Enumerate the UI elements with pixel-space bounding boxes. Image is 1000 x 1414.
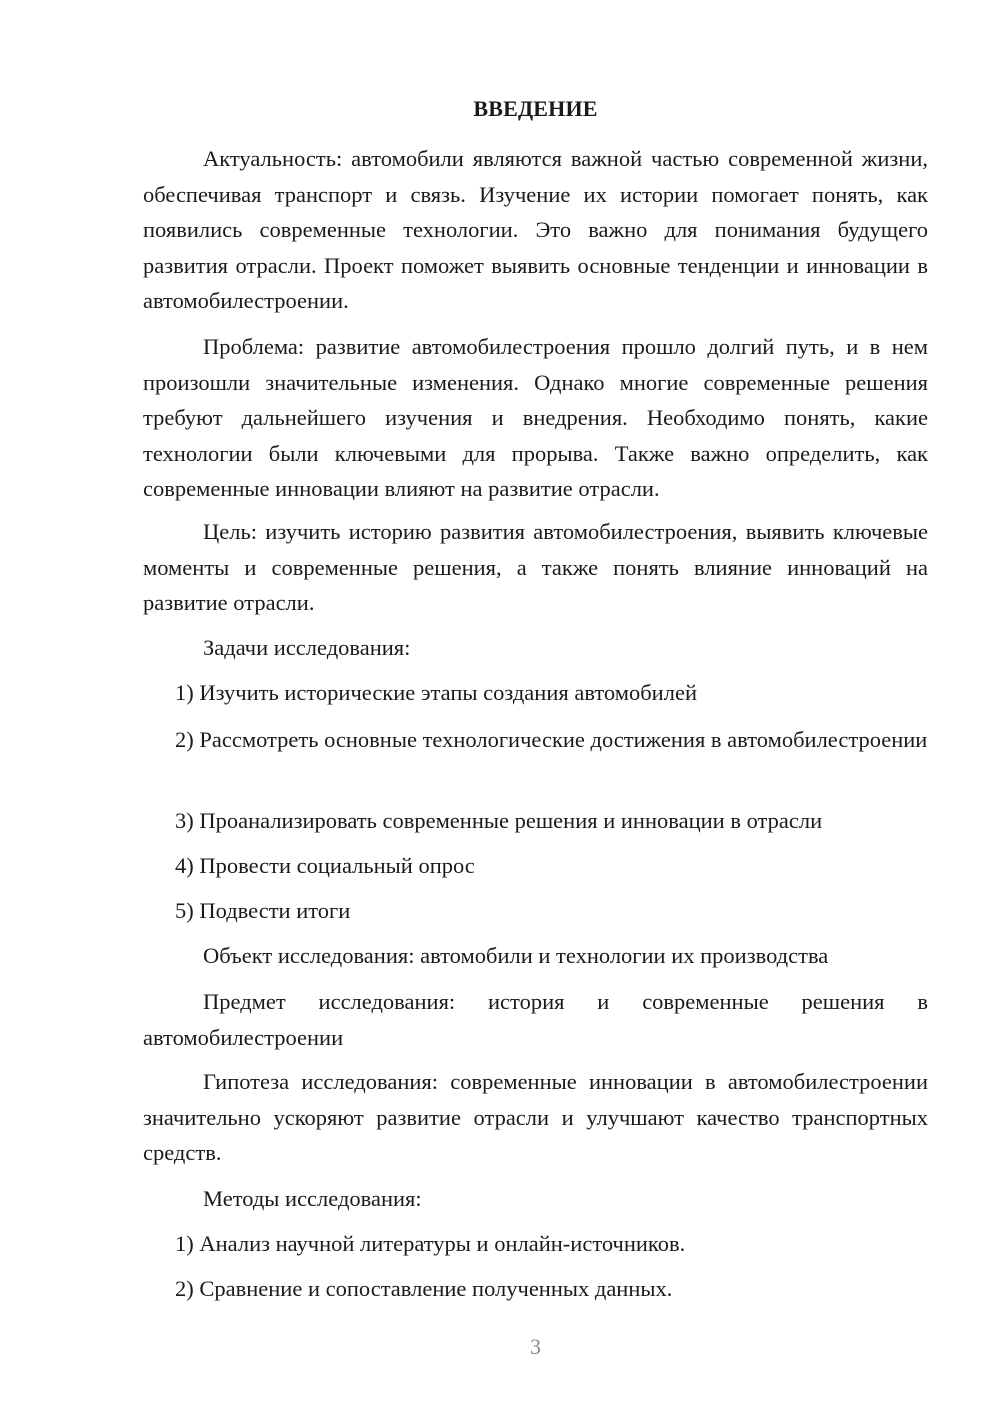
task-item: 5) Подвести итоги <box>175 898 351 923</box>
method-item: 1) Анализ научной литературы и онлайн-источников. <box>175 1231 686 1256</box>
method-item: 2) Сравнение и сопоставление полученных данных. <box>175 1276 673 1301</box>
task-item: 1) Изучить исторические этапы создания автомобилей <box>175 680 697 705</box>
task-item: 4) Провести социальный опрос <box>175 853 475 878</box>
object-paragraph: Объект исследования: автомобили и технологии их производства <box>203 943 829 968</box>
goal-paragraph: Цель: изучить историю развития автомобилестроения, выявить ключевые моменты и современные решения, а также понять влияние инноваций на развитие отрасли. <box>143 519 928 615</box>
task-item: 2) Рассмотреть основные технологические достижения в автомобилестроении <box>175 727 928 752</box>
page-title: ВВЕДЕНИЕ <box>473 96 598 121</box>
problem-paragraph: Проблема: развитие автомобилестроения прошло долгий путь, и в нем произошли значительные изменения. Однако многие современные решения требуют дальнейшего изучения и внедрения. Необходимо понять, какие технологии были ключевыми для прорыва. Также важно определить, как современные инновации влияют на развитие отрасли. <box>143 334 928 501</box>
hypothesis-paragraph: Гипотеза исследования: современные инновации в автомобилестроении значительно ускоряют развитие отрасли и улучшают качество транспортных средств. <box>143 1069 928 1165</box>
relevance-paragraph: Актуальность: автомобили являются важной частью современной жизни, обеспечивая транспорт и связь. Изучение их истории помогает понять, как появились современные технологии. Это важно для понимания будущего развития отрасли. Проект поможет выявить основные тенденции и инновации в автомобилестроении. <box>143 146 928 313</box>
methods-heading: Методы исследования: <box>203 1186 422 1211</box>
tasks-heading: Задачи исследования: <box>203 635 411 660</box>
task-item: 3) Проанализировать современные решения и инновации в отрасли <box>175 808 823 833</box>
page-number: 3 <box>530 1334 541 1359</box>
subject-paragraph: Предмет исследования: история и современные решения в автомобилестроении <box>143 989 928 1050</box>
